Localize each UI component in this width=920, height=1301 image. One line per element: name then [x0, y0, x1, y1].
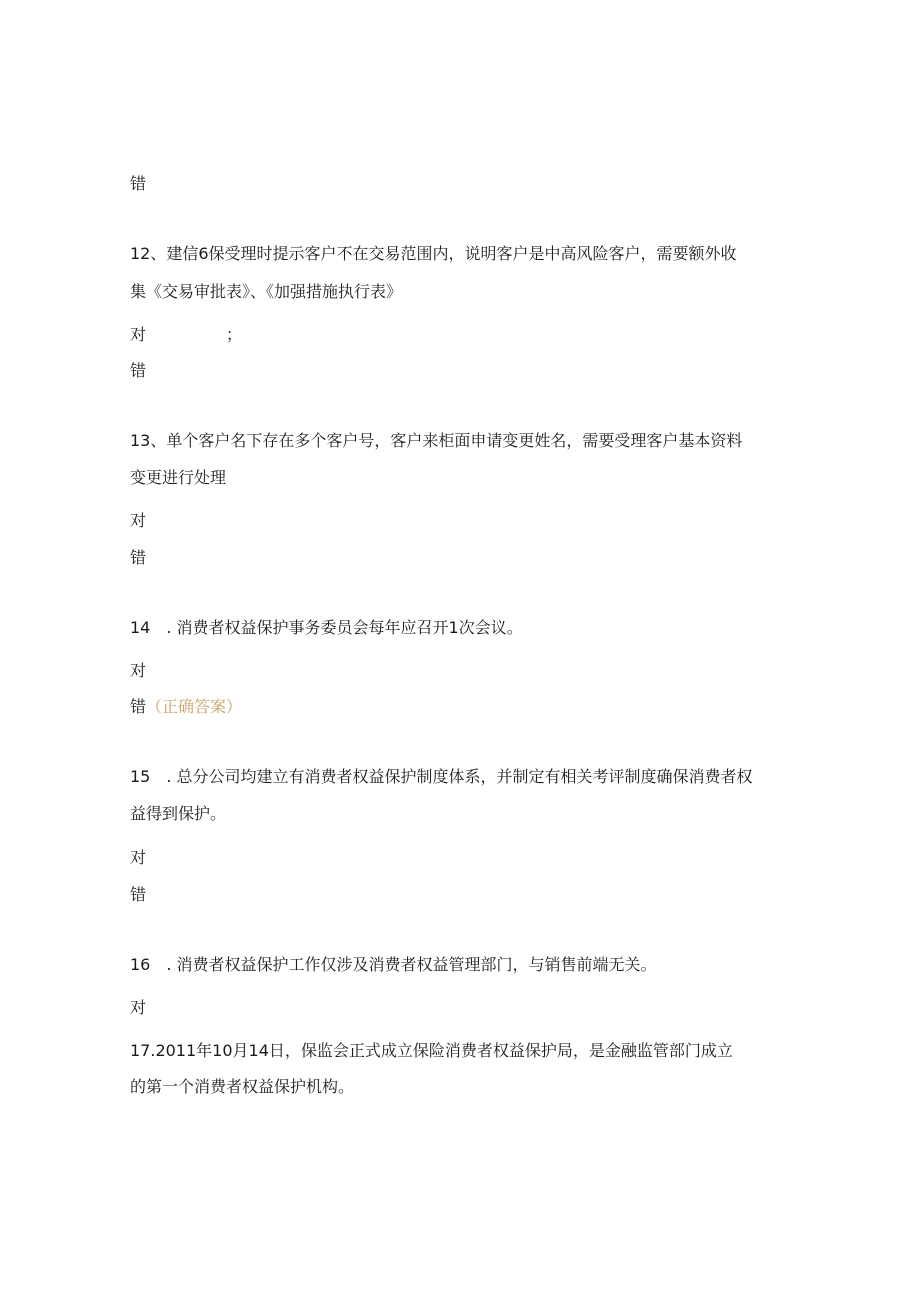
question-12-text-line1: 12、建信6保受理时提示客户不在交易范围内，说明客户是中高风险客户，需要额外收: [130, 244, 737, 263]
question-13-option-true[interactable]: 对: [130, 511, 147, 530]
question-12-option-true[interactable]: 对: [130, 325, 147, 344]
question-14-option-true[interactable]: 对: [130, 661, 147, 680]
correct-answer-note: （正确答案）: [146, 697, 243, 716]
option-separator: ；: [226, 325, 243, 344]
question-15-text-line2: 益得到保护。: [130, 804, 227, 823]
question-17-text-line1: 17.2011年10月14日，保监会正式成立保险消费者权益保护局，是金融监管部门成立: [130, 1041, 733, 1060]
question-15-text-line1: 15 . 总分公司均建立有消费者权益保护制度体系，并制定有相关考评制度确保消费者权: [130, 767, 753, 786]
question-14-option-false[interactable]: [130, 697, 242, 717]
option-false-label: 错: [130, 697, 147, 716]
question-12-option-false[interactable]: 错: [130, 361, 147, 380]
question-17-text-line2: 的第一个消费者权益保护机构。: [130, 1077, 355, 1096]
option-false[interactable]: 错: [130, 174, 147, 193]
question-15-option-false[interactable]: 错: [130, 885, 147, 904]
question-14-text: 14 . 消费者权益保护事务委员会每年应召开1次会议。: [130, 618, 523, 637]
question-13-text-line1: 13、单个客户名下存在多个客户号，客户来柜面申请变更姓名，需要受理客户基本资料: [130, 431, 743, 450]
question-12-text-line2: 集《交易审批表》、《加强措施执行表》: [130, 282, 403, 301]
question-15-option-true[interactable]: 对: [130, 848, 147, 867]
question-16-text: 16 . 消费者权益保护工作仅涉及消费者权益管理部门，与销售前端无关。: [130, 955, 657, 974]
question-16-option-true[interactable]: 对: [130, 998, 147, 1017]
question-13-text-line2: 变更进行处理: [130, 468, 227, 487]
question-13-option-false[interactable]: 错: [130, 548, 147, 567]
